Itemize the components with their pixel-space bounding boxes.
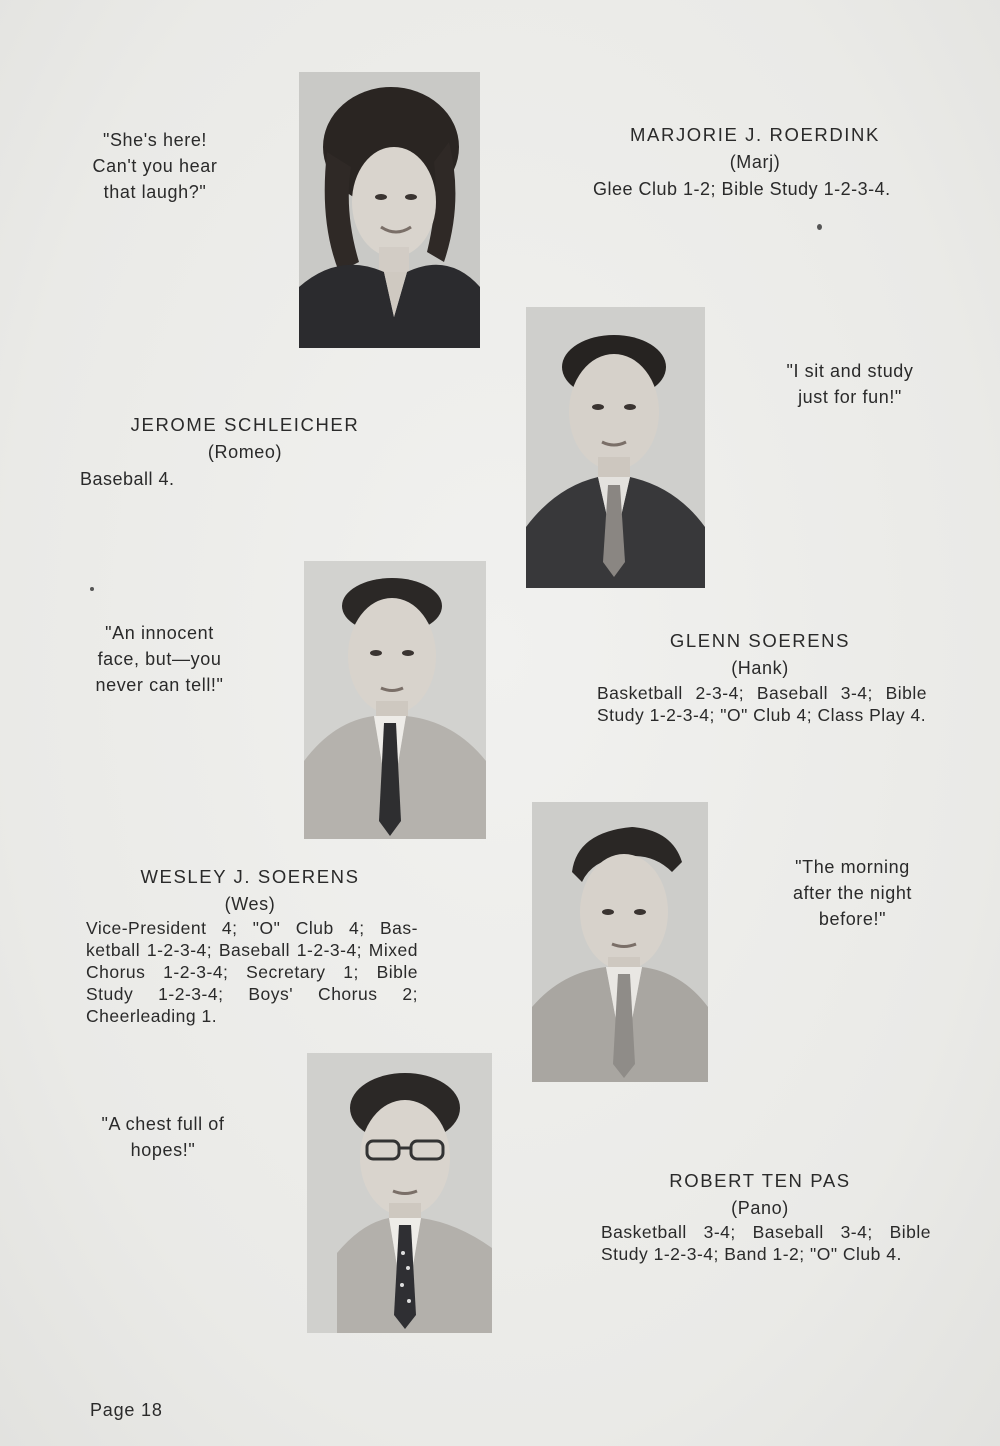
nickname-glenn: (Hank): [731, 658, 789, 678]
name-jerome: JEROME SCHLEICHER: [130, 414, 360, 435]
page-number: Page 18: [90, 1400, 163, 1420]
nickname-marjorie: (Marj): [729, 152, 781, 172]
activities-marjorie: Glee Club 1-2; Bible Study 1-2-3-4.: [593, 179, 891, 199]
print-speck: [817, 224, 822, 230]
nickname-jerome: (Romeo): [207, 442, 283, 462]
activities-wesley: Vice-President 4; "O" Club 4; Bas-ketball 1-2-3-4; Baseball 1-2-3-4; Mixed Chorus 1-2-3-4; Secretary 1; Bible Study 1-2-3-4; Boys' Chorus 2; Cheerleading 1.: [86, 918, 418, 1026]
portrait-wesley: [532, 802, 708, 1082]
name-robert: ROBERT TEN PAS: [669, 1170, 851, 1191]
print-speck: [90, 587, 94, 591]
name-wesley: WESLEY J. SOERENS: [140, 866, 360, 887]
quote-glenn: "An innocent face, but—you never can tell!": [95, 623, 224, 695]
quote-jerome: "I sit and study just for fun!": [786, 361, 914, 407]
activities-robert: Basketball 3-4; Baseball 3-4; Bible Study 1-2-3-4; Band 1-2; "O" Club 4.: [601, 1222, 931, 1264]
quote-marjorie: "She's here! Can't you hear that laugh?": [92, 130, 218, 202]
quote-wesley: "The morning after the night before!": [792, 857, 913, 929]
nickname-wesley: (Wes): [224, 894, 276, 914]
name-glenn: GLENN SOERENS: [669, 630, 851, 651]
activities-jerome: Baseball 4.: [80, 469, 175, 489]
activities-glenn: Basketball 2-3-4; Baseball 3-4; Bible Study 1-2-3-4; "O" Club 4; Class Play 4.: [597, 683, 927, 725]
nickname-robert: (Pano): [731, 1198, 789, 1218]
quote-robert: "A chest full of hopes!": [101, 1114, 225, 1160]
portrait-jerome: [526, 307, 705, 588]
name-marjorie: MARJORIE J. ROERDINK: [630, 124, 880, 145]
portrait-marjorie: [299, 72, 480, 348]
portrait-robert: [307, 1053, 492, 1333]
portrait-glenn: [304, 561, 486, 839]
